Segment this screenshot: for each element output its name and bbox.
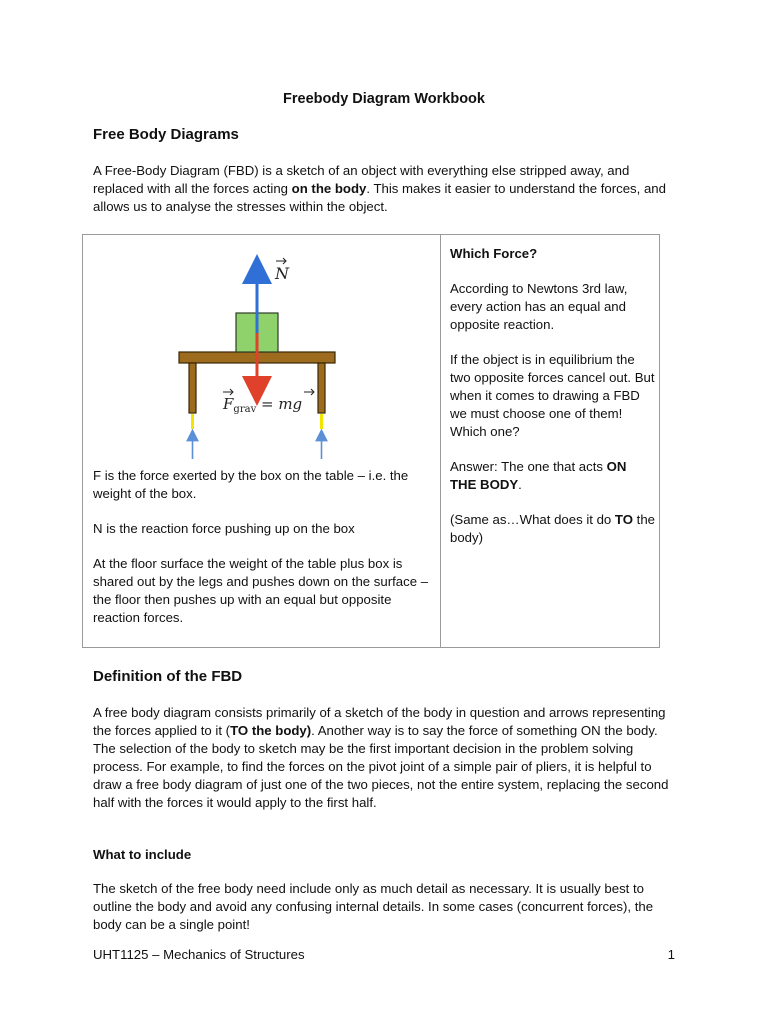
intro-paragraph	[93, 162, 683, 216]
right-text-newton: According to Newtons 3rd law, every action has an equal and opposite reaction.	[450, 281, 628, 332]
gravity-label	[222, 395, 302, 415]
same-as-text-a: (Same as…What does it do	[450, 512, 615, 527]
table-leg-left	[189, 363, 196, 413]
gravity-label-eq: = mg	[256, 395, 303, 413]
same-as-text-bold: TO	[614, 512, 633, 527]
gravity-label-sub: grav	[233, 404, 257, 415]
right-text-equilibrium: If the object is in equilibrium the two opposite forces cancel out. But when it comes to drawing a FBD we must choose one of them! Which one?	[450, 352, 655, 439]
normal-force-label: N	[275, 264, 289, 283]
footer-course: UHT1125 – Mechanics of Structures	[93, 947, 305, 962]
definition-text-b: . Another way is to say the force of something ON the body. The selection of the body to sketch may be the first important decision in the problem solving process. For example, to find the forces on the pivot joint of a simple pair of pliers, it is helpful to draw a free body diagram of just one of the two pieces, not the entire system, replacing the second half with the forces it would apply to the first half.	[93, 723, 669, 810]
answer-text-bold: ON THE BODY	[450, 459, 627, 492]
document-title: Freebody Diagram Workbook	[283, 91, 485, 107]
intro-text-a: A Free-Body Diagram (FBD) is a sketch of an object with everything else stripped away, and replaced with all the forces acting	[93, 163, 630, 196]
what-to-include-paragraph: The sketch of the free body need include only as much detail as necessary. It is usually best to outline the body and avoid any confusing internal details. In some cases (concurrent forces), the body can be a single point!	[93, 881, 654, 932]
subheading-what-to-include: What to include	[93, 847, 192, 862]
fbd-left-cell	[83, 235, 441, 647]
definition-paragraph	[93, 704, 683, 812]
fbd-right-cell	[441, 235, 659, 647]
section-heading-free-body-diagrams: Free Body Diagrams	[93, 126, 239, 143]
answer-text-b: .	[518, 477, 522, 492]
table-leg-right	[318, 363, 325, 413]
same-as-text-b: the body)	[450, 512, 655, 545]
page-number: 1	[667, 947, 675, 962]
intro-text-b: . This makes it easier to understand the forces, and allows us to analyse the stresses within the object.	[93, 181, 666, 214]
g-vector-hat	[304, 389, 314, 395]
right-text-answer	[450, 458, 655, 494]
right-cell-text	[450, 245, 655, 564]
left-cell-text	[93, 467, 431, 644]
page-footer	[93, 946, 675, 964]
intro-text-bold: on the body	[291, 181, 367, 196]
section-heading-definition: Definition of the FBD	[93, 668, 243, 685]
right-text-same-as	[450, 511, 655, 547]
fbd-explanation-table	[82, 234, 660, 648]
left-text-floor: At the floor surface the weight of the table plus box is shared out by the legs and pushes down on the surface – the floor then pushes up with an equal but opposite reaction forces.	[93, 556, 429, 625]
definition-text-bold: TO the body)	[230, 723, 312, 738]
gravity-label-f: F	[223, 395, 234, 413]
left-text-force-f: F is the force exerted by the box on the table – i.e. the weight of the box.	[93, 468, 409, 501]
free-body-diagram-figure	[163, 249, 353, 459]
answer-text-a: Answer: The one that acts	[450, 459, 607, 474]
left-text-force-n: N is the reaction force pushing up on the box	[93, 521, 355, 536]
definition-text-a: A free body diagram consists primarily of a sketch of the body in question and arrows representing the forces applied to it (	[93, 705, 666, 738]
which-force-title: Which Force?	[450, 246, 538, 261]
